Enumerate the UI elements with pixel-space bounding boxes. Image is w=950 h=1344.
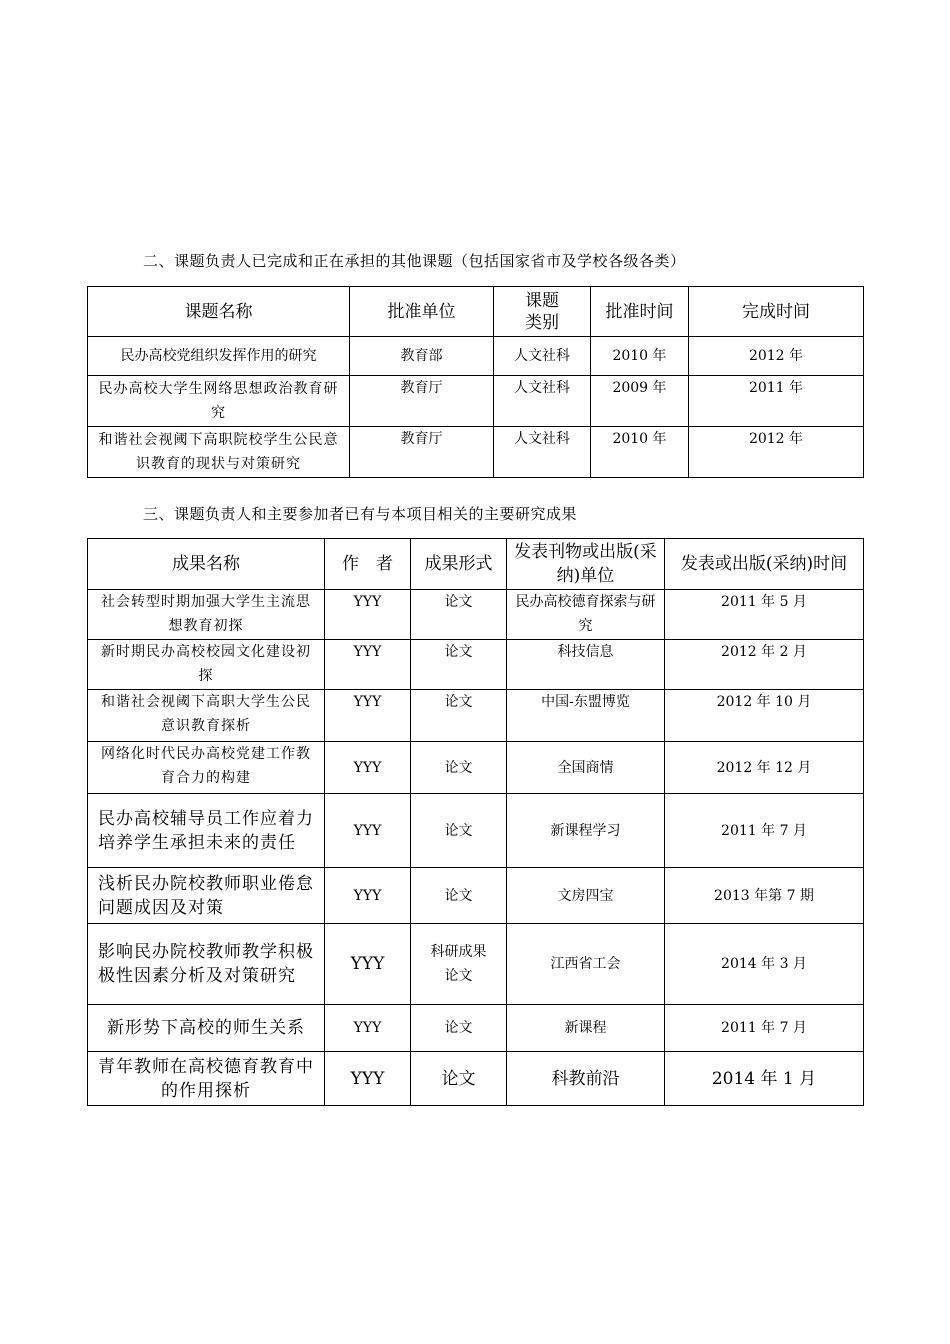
completion-time: 2012 年 xyxy=(689,337,864,376)
approval-time: 2010 年 xyxy=(591,337,689,376)
table-row xyxy=(88,1005,864,1052)
publisher: 科教前沿 xyxy=(507,1052,665,1106)
result-form: 论文 xyxy=(411,742,507,794)
table-row xyxy=(88,337,864,376)
result-form: 论文 xyxy=(411,1052,507,1106)
results-table xyxy=(87,538,864,1106)
approval-time: 2009 年 xyxy=(591,376,689,427)
result-form: 论文 xyxy=(411,640,507,690)
publisher: 江西省工会 xyxy=(507,924,665,1005)
header-project-category xyxy=(494,287,591,337)
author: YYY xyxy=(325,742,411,794)
publish-time: 2012 年 12 月 xyxy=(665,742,864,794)
project-name: 和谐社会视阈下高职院校学生公民意识教育的现状与对策研究 xyxy=(88,427,350,478)
publisher: 科技信息 xyxy=(507,640,665,690)
publish-time: 2011 年 7 月 xyxy=(665,794,864,868)
table-row xyxy=(88,742,864,794)
header-approval-time: 批准时间 xyxy=(591,287,689,337)
result-form: 论文 xyxy=(411,1005,507,1052)
projects-table xyxy=(87,286,864,478)
publisher: 全国商情 xyxy=(507,742,665,794)
publisher: 新课程 xyxy=(507,1005,665,1052)
result-name: 和谐社会视阈下高职大学生公民意识教育探析 xyxy=(88,690,325,742)
table-row xyxy=(88,640,864,690)
author: YYY xyxy=(325,690,411,742)
publish-time: 2014 年 1 月 xyxy=(665,1052,864,1106)
author: YYY xyxy=(325,924,411,1005)
completion-time: 2012 年 xyxy=(689,427,864,478)
result-form: 论文 xyxy=(411,794,507,868)
publish-time: 2011 年 5 月 xyxy=(665,590,864,640)
table-row xyxy=(88,690,864,742)
publish-time: 2014 年 3 月 xyxy=(665,924,864,1005)
author: YYY xyxy=(325,1005,411,1052)
section3-heading: 三、课题负责人和主要参加者已有与本项目相关的主要研究成果 xyxy=(143,505,578,523)
publisher: 中国-东盟博览 xyxy=(507,690,665,742)
result-name: 浅析民办院校教师职业倦怠问题成因及对策 xyxy=(88,868,325,924)
section2-heading: 二、课题负责人已完成和正在承担的其他课题（包括国家省市及学校各级各类） xyxy=(143,252,686,270)
author: YYY xyxy=(325,794,411,868)
header-author: 作 者 xyxy=(325,539,411,590)
header-project-name: 课题名称 xyxy=(88,287,350,337)
author: YYY xyxy=(325,868,411,924)
table-row xyxy=(88,794,864,868)
result-form: 论文 xyxy=(411,590,507,640)
header-category-line: 课题 类别 xyxy=(525,290,559,333)
publisher: 民办高校德育探索与研究 xyxy=(507,590,665,640)
header-completion-time: 完成时间 xyxy=(689,287,864,337)
table-row xyxy=(88,1052,864,1106)
result-name: 网络化时代民办高校党建工作教育合力的构建 xyxy=(88,742,325,794)
header-result-form: 成果形式 xyxy=(411,539,507,590)
publish-time: 2012 年 2 月 xyxy=(665,640,864,690)
approval-unit: 教育厅 xyxy=(350,376,494,427)
project-name: 民办高校党组织发挥作用的研究 xyxy=(88,337,350,376)
result-form: 论文 xyxy=(411,690,507,742)
result-name: 新时期民办高校校园文化建设初探 xyxy=(88,640,325,690)
approval-unit: 教育部 xyxy=(350,337,494,376)
header-approval-unit: 批准单位 xyxy=(350,287,494,337)
project-category: 人文社科 xyxy=(494,337,591,376)
header-result-name: 成果名称 xyxy=(88,539,325,590)
project-name: 民办高校大学生网络思想政治教育研究 xyxy=(88,376,350,427)
approval-time: 2010 年 xyxy=(591,427,689,478)
table-row xyxy=(88,427,864,478)
result-form: 科研成果论文 xyxy=(411,924,507,1005)
result-form: 论文 xyxy=(411,868,507,924)
completion-time: 2011 年 xyxy=(689,376,864,427)
publish-time: 2011 年 7 月 xyxy=(665,1005,864,1052)
table-row xyxy=(88,924,864,1005)
project-category: 人文社科 xyxy=(494,427,591,478)
publisher: 文房四宝 xyxy=(507,868,665,924)
result-name: 青年教师在高校德育教育中的作用探析 xyxy=(88,1052,325,1106)
result-name: 影响民办院校教师教学积极极性因素分析及对策研究 xyxy=(88,924,325,1005)
publisher: 新课程学习 xyxy=(507,794,665,868)
author: YYY xyxy=(325,1052,411,1106)
table-row xyxy=(88,590,864,640)
header-publisher: 发表刊物或出版(采纳)单位 xyxy=(507,539,665,590)
project-category: 人文社科 xyxy=(494,376,591,427)
table-row xyxy=(88,376,864,427)
result-name: 民办高校辅导员工作应着力培养学生承担未来的责任 xyxy=(88,794,325,868)
table-header-row xyxy=(88,539,864,590)
author: YYY xyxy=(325,640,411,690)
result-name: 新形势下高校的师生关系 xyxy=(88,1005,325,1052)
publish-time: 2012 年 10 月 xyxy=(665,690,864,742)
header-publish-time: 发表或出版(采纳)时间 xyxy=(665,539,864,590)
publish-time: 2013 年第 7 期 xyxy=(665,868,864,924)
table-header-row xyxy=(88,287,864,337)
table-row xyxy=(88,868,864,924)
author: YYY xyxy=(325,590,411,640)
result-name: 社会转型时期加强大学生主流思想教育初探 xyxy=(88,590,325,640)
approval-unit: 教育厅 xyxy=(350,427,494,478)
